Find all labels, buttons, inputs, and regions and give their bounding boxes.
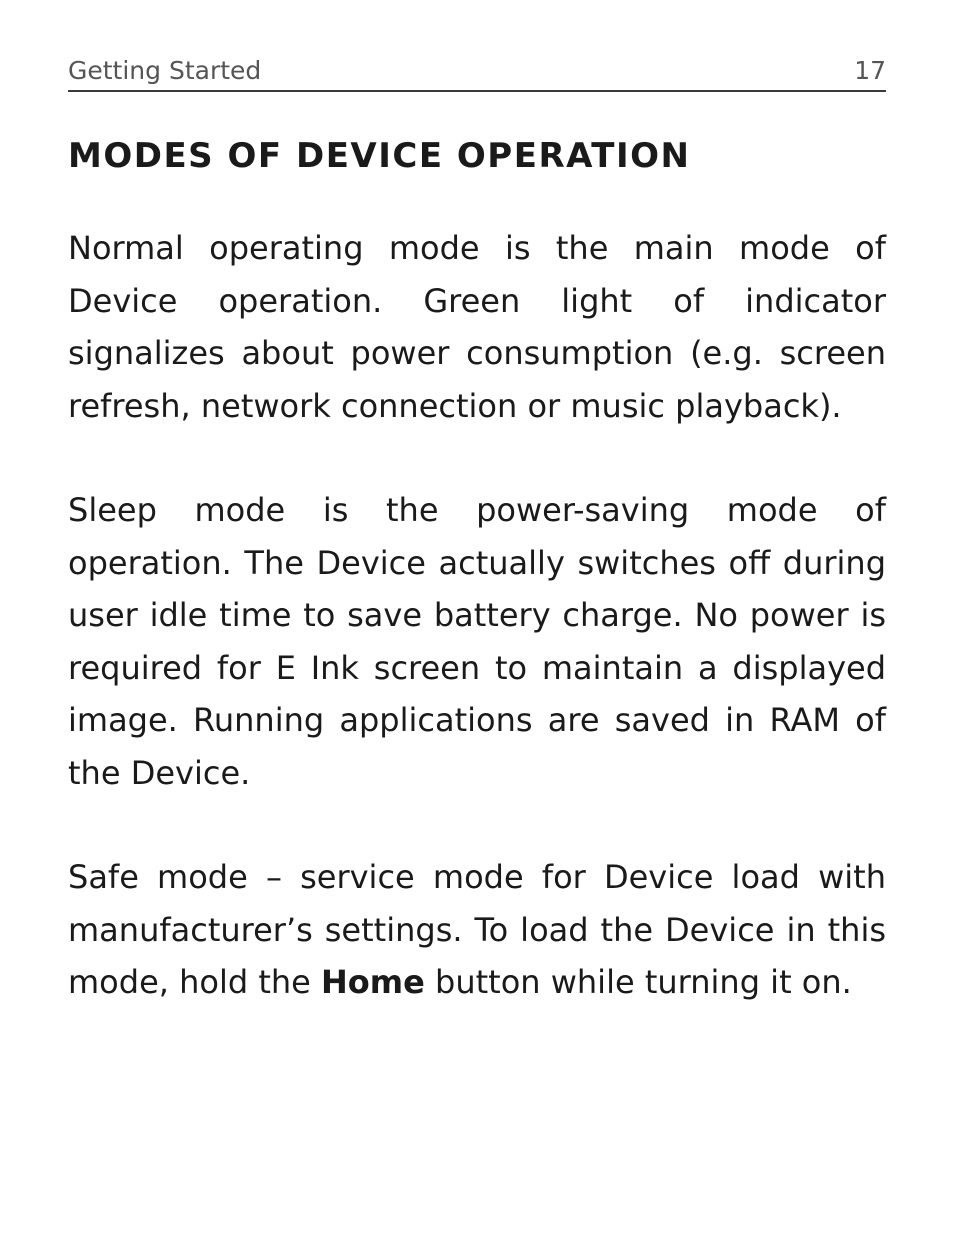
- page-number: 17: [854, 56, 886, 85]
- section-heading: MODES OF DEVICE OPERATION: [68, 136, 691, 176]
- paragraph-safe-mode: [68, 851, 886, 1009]
- safe-mode-text-start: Safe mode – service mode for Device load with manufacturer’s settings. To load the Device in this mode, hold the: [68, 858, 886, 1001]
- page-content: [68, 134, 886, 1061]
- section-title: Getting Started: [68, 56, 262, 85]
- safe-mode-text-end: button while turning it on.: [424, 963, 852, 1001]
- home-button-label: Home: [321, 963, 425, 1001]
- paragraph-sleep-mode: Sleep mode is the power-saving mode of operation. The Device actually switches off during user idle time to save battery charge. No power is required for E Ink screen to maintain a displayed image. Running applications are saved in RAM of the Device.: [68, 491, 886, 792]
- paragraph-normal-mode: Normal operating mode is the main mode of Device operation. Green light of indicator signalizes about power consumption (e.g. screen refresh, network connection or music playback).: [68, 229, 886, 425]
- running-header: [68, 56, 886, 92]
